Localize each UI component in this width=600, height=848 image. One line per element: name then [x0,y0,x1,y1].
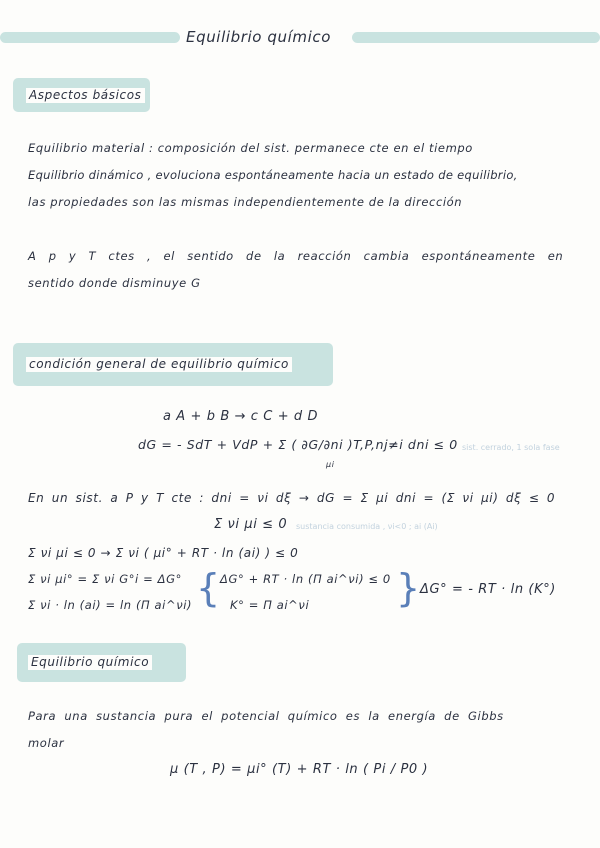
mu-label: μi [326,460,335,469]
text-line: las propiedades son las mismas independientemente de la dirección [28,195,463,209]
page-title: Equilibrio químico [186,28,332,46]
result-equation: ΔG° = - RT · ln (K°) [420,582,556,597]
left-brace: { [196,566,221,610]
section-title-condicion: condición general de equilibrio químico [26,357,292,372]
text-line: A p y T ctes , el sentido de la reacción cambia espontáneamente en [28,249,564,263]
text-line: Equilibrio material : composición del sist. permanece cte en el tiempo [28,141,473,155]
right-brace: } [396,566,421,610]
section-title-equilibrio: Equilibrio químico [28,655,152,670]
text-line: molar [28,736,65,750]
text-line: Para una sustancia pura el potencial químico es la energía de Gibbs [28,709,504,723]
mid-eq-1: ΔG° + RT · ln (Π ai^νi) ≤ 0 [220,572,391,586]
mid-eq-2: K° = Π ai^νi [230,598,310,612]
reaction-equation: a A + b B → c C + d D [163,409,319,424]
mu-expand-line: Σ νi μi ≤ 0 → Σ νi ( μi° + RT · ln (ai) ) ≤ 0 [28,546,299,560]
condition-line: En un sist. a P y T cte : dni = νi dξ → dG = Σ μi dni = (Σ νi μi) dξ ≤ 0 [28,491,556,505]
left-eq-2: Σ νi · ln (ai) = ln (Π ai^νi) [28,598,193,612]
chemical-potential-equation: μ (T , P) = μi° (T) + RT · ln ( Pi / P0 ) [170,762,429,777]
sum-note: sustancia consumida , νi<0 ; ai (Ai) [296,522,438,531]
left-eq-1: Σ νi μi° = Σ νi G°i = ΔG° [28,572,182,586]
sum-condition: Σ νi μi ≤ 0 [214,517,288,532]
dG-note: sist. cerrado, 1 sola fase [462,443,560,452]
dG-equation: dG = - SdT + VdP + Σ ( ∂G/∂ni )T,P,nj≠i dni ≤ 0 [138,437,458,452]
section-title-aspectos: Aspectos básicos [26,88,145,103]
title-decoration-right [352,32,600,43]
text-line: Equilibrio dinámico , evoluciona espontáneamente hacia un estado de equilibrio, [28,168,518,182]
title-decoration-left [0,32,180,43]
text-line: sentido donde disminuye G [28,276,201,290]
